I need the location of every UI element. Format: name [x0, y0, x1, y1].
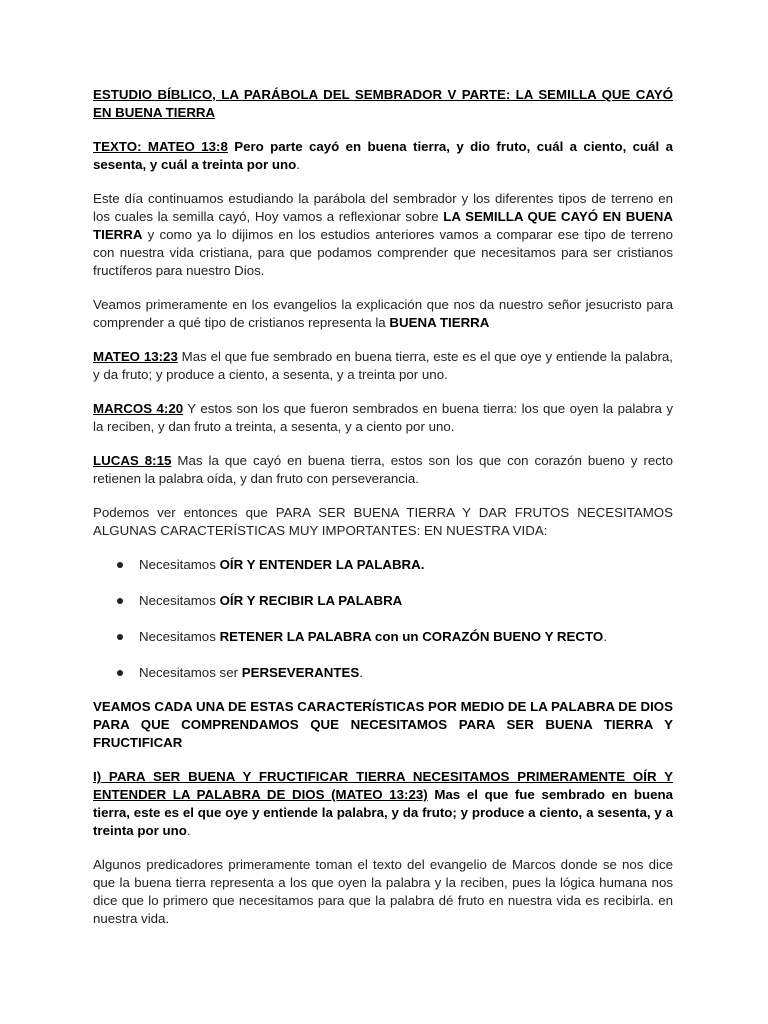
list-item-text: Necesitamos ser [139, 665, 242, 680]
list-item-bold: PERSEVERANTES [241, 665, 360, 680]
list-item-text: Necesitamos [139, 593, 220, 608]
list-item-bold: RETENER LA PALABRA con un CORAZÓN BUENO Y RECTO [219, 629, 604, 644]
bullet-icon [117, 598, 123, 604]
list-item [93, 592, 673, 610]
list-item [93, 628, 673, 646]
verse-paragraph-lucas [93, 452, 673, 488]
section-1-end: . [186, 823, 191, 838]
veamos-cada-paragraph: VEAMOS CADA UNA DE ESTAS CARACTERÍSTICAS POR MEDIO DE LA PALABRA DE DIOS PARA QUE COMPRENDAMOS QUE NECESITAMOS PARA SER BUENA TIERRA Y FRUCTIFICAR [93, 699, 673, 750]
texto-paragraph [93, 138, 673, 174]
bullet-icon [117, 670, 123, 676]
algunos-paragraph: Algunos predicadores primeramente toman el texto del evangelio de Marcos donde se nos dice que la buena tierra representa a los que oyen la palabra y la reciben, pues la lógica humana nos dice que lo primero que necesitamos para que la palabra dé fruto en nuestra vida es recibirla. en nuestra vida. [93, 857, 673, 926]
list-item [93, 664, 673, 682]
title-text: ESTUDIO BÍBLICO, LA PARÁBOLA DEL SEMBRADOR V PARTE: LA SEMILLA QUE CAYÓ EN BUENA TIERRA [93, 87, 673, 120]
verse-text: Mas el que fue sembrado en buena tierra, este es el que oye y entiende la palabra, y da fruto; y produce a ciento, a sesenta, y a treinta por uno. [93, 349, 673, 382]
list-item-text: Necesitamos [139, 557, 220, 572]
veamos-text: Veamos primeramente en los evangelios la explicación que nos da nuestro señor jesucristo para comprender a qué tipo de cristianos representa la [93, 297, 673, 330]
list-item-text: Necesitamos [139, 629, 220, 644]
podemos-paragraph: Podemos ver entonces que PARA SER BUENA TIERRA Y DAR FRUTOS NECESITAMOS ALGUNAS CARACTERÍSTICAS MUY IMPORTANTES: EN NUESTRA VIDA: [93, 505, 673, 538]
verse-text: Mas la que cayó en buena tierra, estos son los que con corazón bueno y recto retienen la palabra oída, y dan fruto con perseverancia. [93, 453, 674, 486]
section-1-quote: Mas el que fue sembrado en buena tierra, este es el que oye y entiende la palabra, y da fruto; y produce a ciento, a sesenta, y a treinta por uno [93, 787, 673, 838]
list-item-end: . [603, 629, 607, 644]
bullet-icon [117, 634, 123, 640]
section-1-heading: I) PARA SER BUENA Y FRUCTIFICAR TIERRA NECESITAMOS PRIMERAMENTE OÍR Y ENTENDER LA PALABRA DE DIOS (MATEO 13:23) [93, 769, 673, 802]
texto-end: . [296, 157, 300, 172]
section-1-paragraph [93, 768, 673, 840]
verse-text: Y estos son los que fueron sembrados en buena tierra: los que oyen la palabra y la reciben, y dan fruto a treinta, a sesenta, y a ciento por uno. [93, 401, 673, 434]
texto-quote: Pero parte cayó en buena tierra, y dio fruto, cuál a ciento, cuál a sesenta, y cuál a treinta por uno [93, 139, 673, 172]
verse-reference: MARCOS 4:20 [93, 401, 184, 416]
document-body [93, 86, 673, 944]
verse-reference: MATEO 13:23 [93, 349, 178, 364]
document-title [93, 86, 673, 122]
list-item-bold: OÍR Y RECIBIR LA PALABRA [219, 593, 403, 608]
list-item [93, 556, 673, 574]
veamos-bold: BUENA TIERRA [389, 315, 490, 330]
requirements-list [93, 556, 673, 682]
texto-reference: TEXTO: MATEO 13:8 [93, 139, 228, 154]
bullet-icon [117, 562, 123, 568]
intro-paragraph [93, 190, 673, 280]
verse-paragraph-mateo [93, 348, 673, 384]
verse-paragraph-marcos [93, 400, 673, 436]
veamos-paragraph [93, 296, 673, 332]
verse-reference: LUCAS 8:15 [93, 453, 172, 468]
intro-bold: LA SEMILLA QUE CAYÓ EN BUENA TIERRA [93, 209, 674, 242]
list-item-end: . [359, 665, 363, 680]
intro-text-2: y como ya lo dijimos en los estudios anteriores vamos a comparar ese tipo de terreno con nuestra vida cristiana, para que podamos comprender que necesitamos para ser cristianos fructíferos para nuestro Dios. [93, 227, 673, 278]
intro-text-1: Este día continuamos estudiando la parábola del sembrador y los diferentes tipos de terreno en los cuales la semilla cayó, Hoy vamos a reflexionar sobre [93, 191, 673, 224]
list-item-bold: OÍR Y ENTENDER LA PALABRA. [219, 557, 425, 572]
